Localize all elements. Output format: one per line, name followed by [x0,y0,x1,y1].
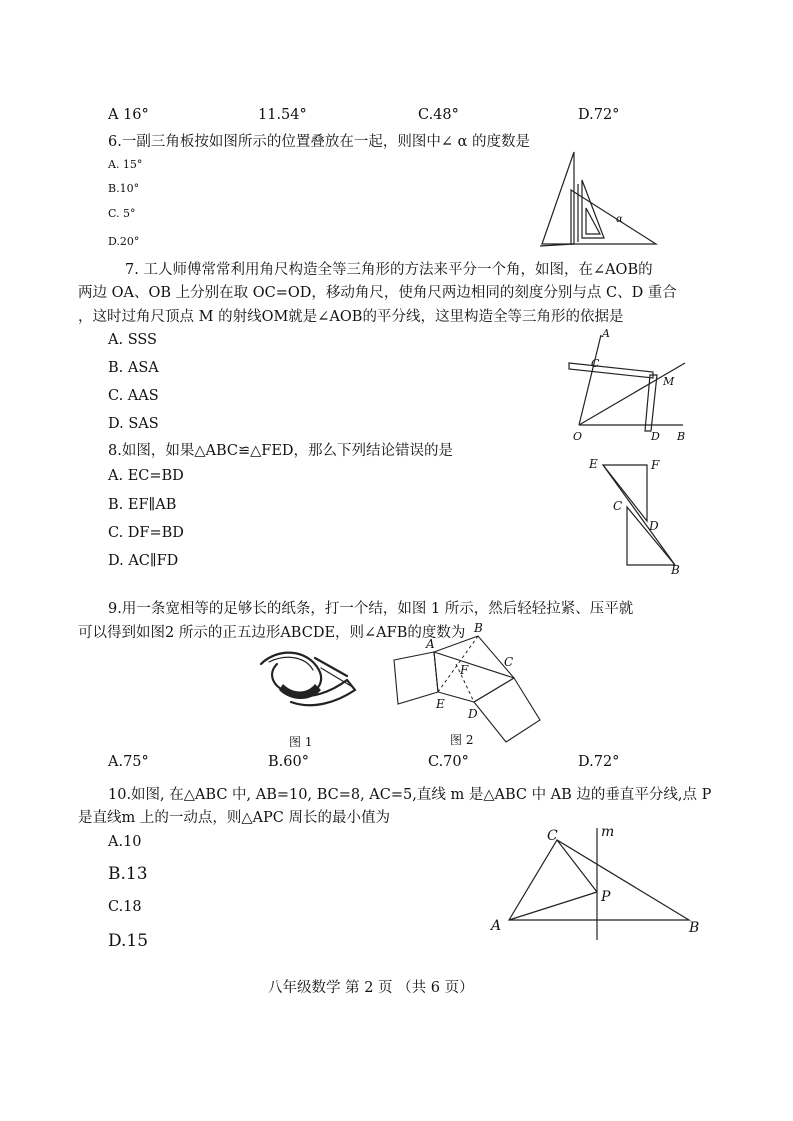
q8-label-c: C [613,499,623,513]
q8-option-d: D. AC∥FD [108,553,179,569]
q10-label-a: A [491,918,502,934]
q8-label-b: B [671,563,680,577]
q7-label-b: B [677,430,686,443]
q10-label-b: B [689,920,700,936]
q9-label-e: E [436,697,445,711]
q7-line-2: 两边 OA、OB 上分别在取 OC=OD，移动角尺，使角尺两边相同的刻度分别与点 C、D 重合 [78,285,677,301]
q10-line-1: 10.如图, 在△ABC 中, AB=10, BC=8, AC=5,直线 m 是△ABC 中 AB 边的垂直平分线,点 P [108,787,712,803]
q9-option-a: A.75° [108,754,149,770]
q10-line-2: 是直线m 上的一动点，则△APC 周长的最小值为 [78,810,390,826]
q10-label-p: P [601,889,611,905]
q6-option-b: B.10° [108,182,140,195]
q7-option-b: B. ASA [108,360,159,376]
q6-stem: 6.一副三角板按如图所示的位置叠放在一起，则图中∠ α 的度数是 [108,134,530,150]
q10-label-m: m [601,824,615,840]
q7-line-3: ，这时过角尺顶点 M 的射线OM就是∠AOB的平分线，这里构造全等三角形的依据是 [78,309,624,325]
q9-label-d: D [468,707,478,721]
q10-label-c: C [547,828,558,844]
q10-option-c: C.18 [108,899,142,915]
q6-option-d: D.20° [108,235,140,248]
q8-label-d: D [649,519,659,533]
page-footer: 八年级数学 第 2 页 （共 6 页） [268,980,474,996]
q7-label-c: C [591,357,600,370]
q10-triangle-figure [485,822,710,942]
q7-label-a: A [602,327,610,340]
q9-label-b: B [474,621,483,635]
q10-option-b: B.13 [108,864,148,884]
q7-angle-ruler-figure [565,325,690,445]
q8-label-f: F [651,458,660,472]
q6-option-c: C. 5° [108,207,136,220]
q6-option-a: A. 15° [108,158,143,171]
q7-label-o: O [573,430,583,443]
q9-figure-2-pentagon [388,622,543,752]
q9-fig1-caption: 图 1 [289,735,313,749]
q7-label-m: M [663,375,675,388]
q8-triangles-figure [585,455,685,577]
q7-option-c: C. AAS [108,388,159,404]
q9-label-c: C [504,655,514,669]
q6-alpha-label: α [616,214,623,225]
q7-label-d: D [651,430,660,443]
q10-option-d: D.15 [108,931,149,951]
q9-option-d: D.72° [578,754,620,770]
q9-option-b: B.60° [268,754,309,770]
q8-option-c: C. DF=BD [108,525,184,541]
q8-option-b: B. EF∥AB [108,497,177,513]
q5-option-a: A 16° [108,107,149,123]
q10-option-a: A.10 [108,834,142,850]
q8-option-a: A. EC=BD [108,468,184,484]
q9-fig2-caption: 图 2 [450,733,474,747]
q7-line-1: 7. 工人师傅常常利用角尺构造全等三角形的方法来平分一个角，如图，在∠AOB的 [125,262,653,278]
q9-line-2: 可以得到如图2 所示的正五边形ABCDE，则∠AFB的度数为 [78,625,466,641]
q5-option-d: D.72° [578,107,620,123]
q7-option-d: D. SAS [108,416,159,432]
q9-line-1: 9.用一条宽相等的足够长的纸条，打一个结，如图 1 所示，然后轻轻拉紧、压平就 [108,601,634,617]
q7-option-a: A. SSS [108,332,157,348]
q9-figure-1-knot [255,640,360,749]
q8-stem: 8.如图，如果△ABC≌△FED，那么下列结论错误的是 [108,443,454,459]
q5-option-c: C.48° [418,107,459,123]
q5-option-b: 11.54° [258,107,307,123]
q9-label-a: A [426,637,435,651]
q6-set-squares-figure [538,150,658,248]
q9-label-f: F [460,663,469,677]
q8-label-e: E [589,457,598,471]
q9-option-c: C.70° [428,754,469,770]
